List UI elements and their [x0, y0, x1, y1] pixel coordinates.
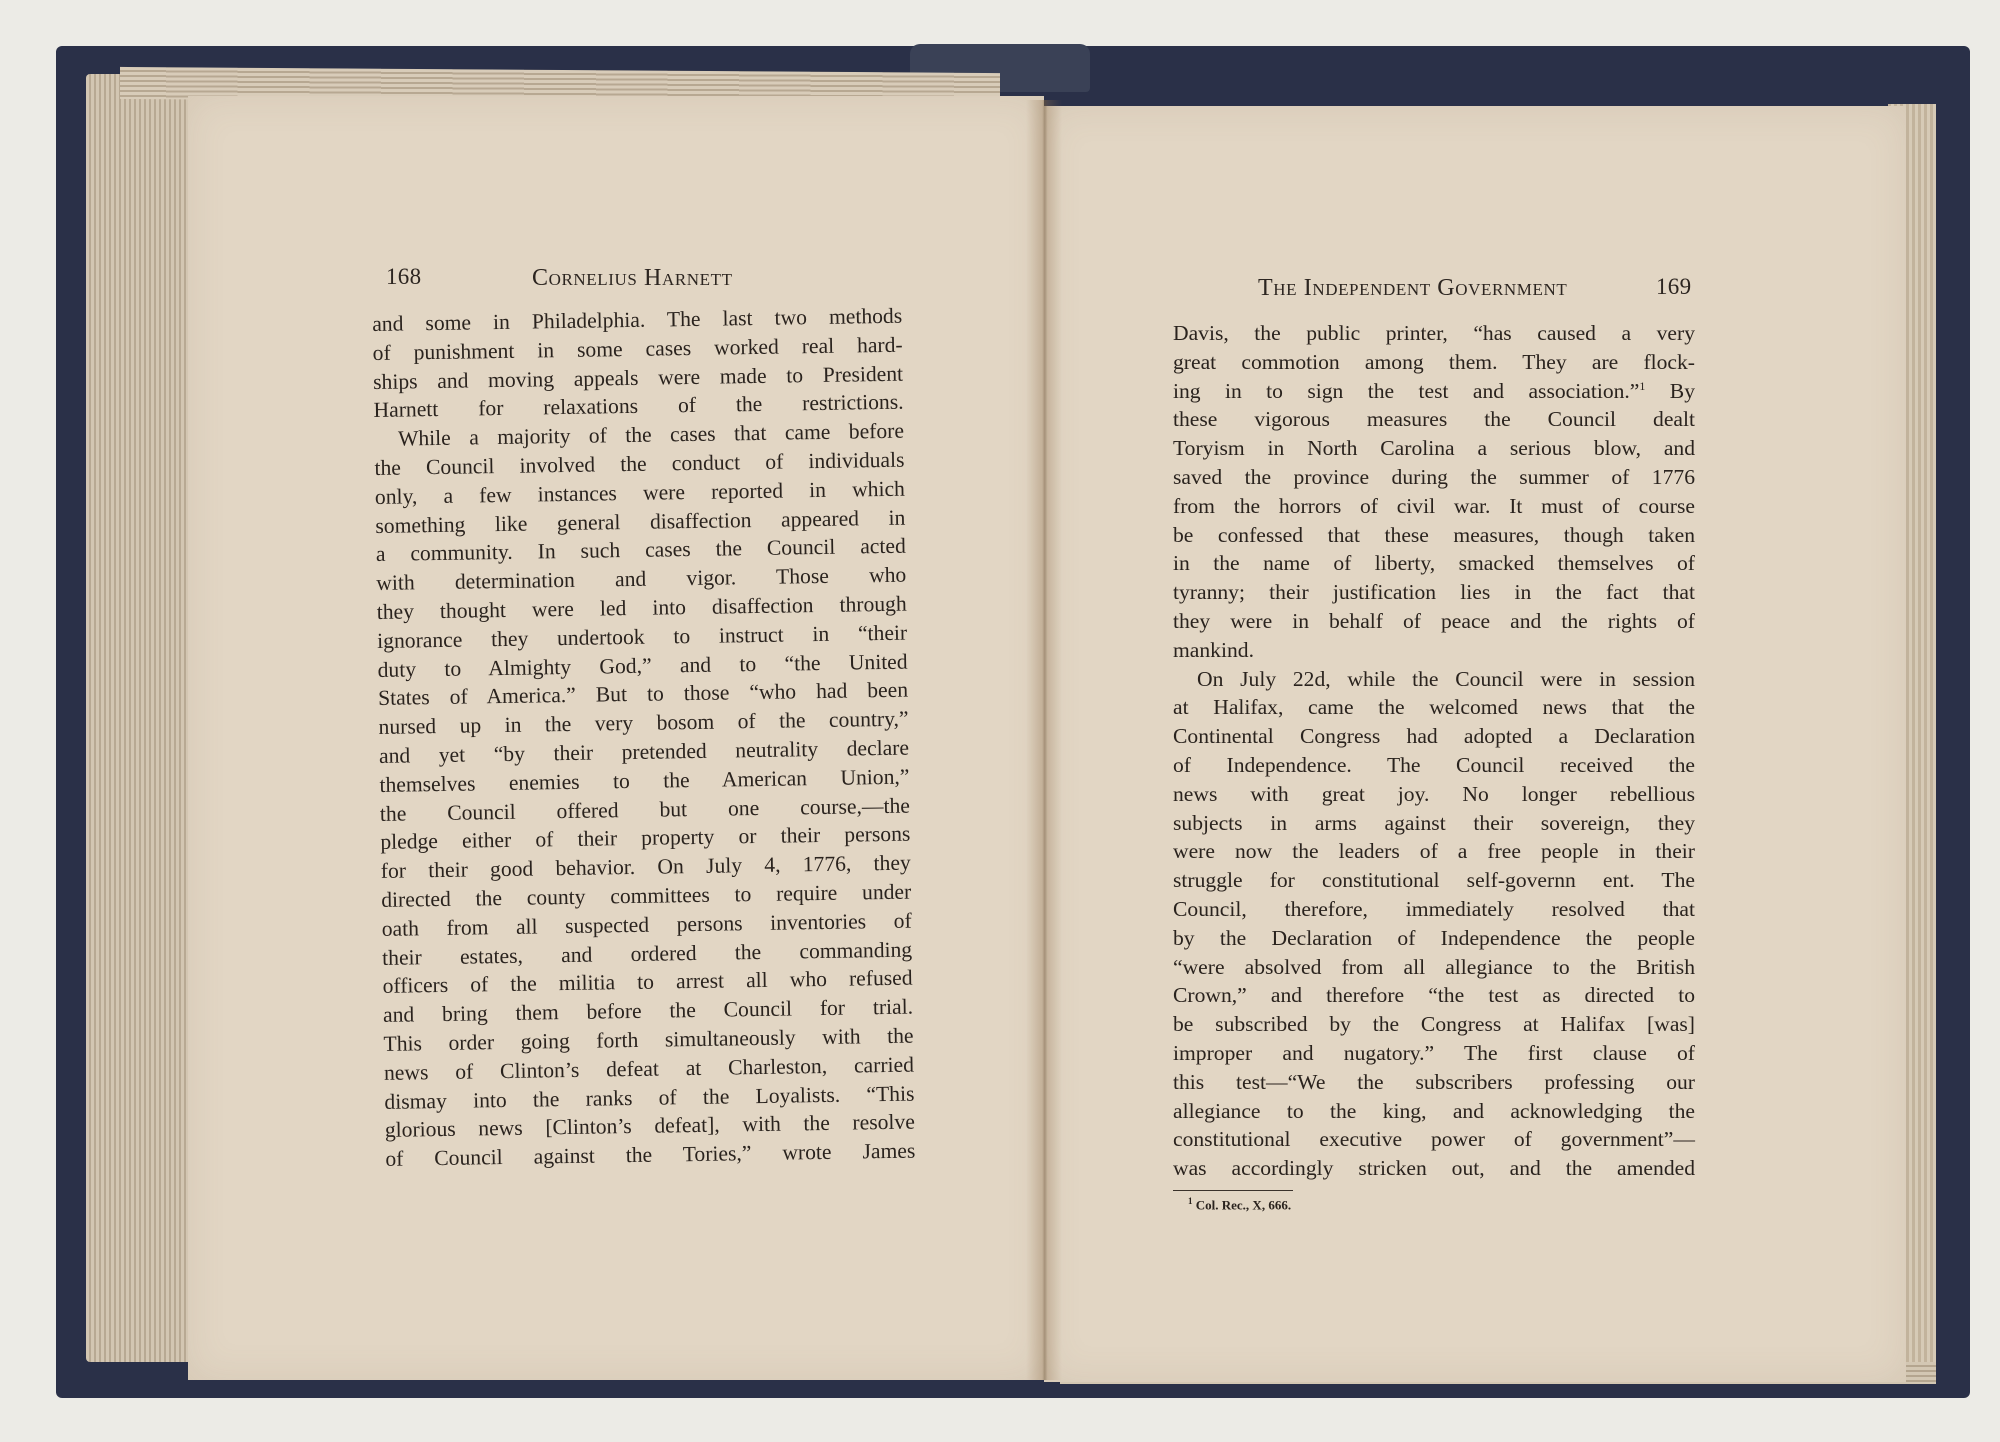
text-line: news with great joy. No longer rebellious	[1173, 781, 1695, 806]
text-line: subjects in arms against their sovereign, they	[1173, 810, 1695, 835]
text-line-part: ing in to sign the test and association.”	[1173, 378, 1640, 403]
text-line: Davis, the public printer, “has caused a very	[1173, 321, 1695, 345]
left-page-body	[372, 302, 916, 1174]
text-line: for their good behavior. On July 4, 1776, they	[380, 850, 911, 884]
text-line: and some in Philadelphia. The last two methods	[372, 303, 903, 336]
text-line: of Council against the Tories,” wrote James	[385, 1138, 916, 1172]
text-line: This order going forth simultaneously with the	[383, 1023, 914, 1056]
left-running-head: Cornelius Harnett	[532, 265, 733, 291]
text-line: On July 22d, while the Council were in session	[1197, 666, 1695, 691]
text-line: from the horrors of civil war. It must of course	[1173, 493, 1695, 518]
text-line: “were absolved from all allegiance to the British	[1173, 954, 1695, 979]
text-line: was accordingly stricken out, and the amended	[1173, 1156, 1695, 1181]
text-line: States of America.” But to those “who had been	[377, 677, 909, 711]
text-line: themselves enemies to the American Union,”	[379, 764, 910, 797]
text-line: great commotion among them. They are flock-	[1173, 349, 1695, 374]
text-line: constitutional executive power of government”—	[1173, 1127, 1695, 1152]
text-line-part: By	[1669, 378, 1695, 403]
book-gutter	[1026, 100, 1062, 1380]
text-line: be confessed that these measures, though taken	[1173, 522, 1695, 547]
text-line: of punishment in some cases worked real hard-	[372, 332, 903, 365]
text-line: these vigorous measures the Council dealt	[1173, 407, 1695, 432]
text-line: and yet “by their pretended neutrality declare	[378, 735, 910, 768]
text-line: ships and moving appeals were made to President	[372, 361, 904, 394]
text-line: improper and nugatory.” The first clause of	[1173, 1040, 1695, 1065]
text-line: their estates, and ordered the commanding	[381, 937, 913, 970]
text-line: were now the leaders of a free people in their	[1173, 839, 1695, 864]
text-line: ignorance they undertook to instruct in “their	[377, 620, 908, 653]
text-line: saved the province during the summer of 1776	[1173, 464, 1695, 489]
left-page-number: 168	[386, 264, 422, 289]
text-line-with-reference	[1173, 377, 1695, 406]
text-line: struggle for constitutional self-governn ent. The	[1173, 868, 1695, 893]
text-line: glorious news [Clinton’s defeat], with the resolve	[384, 1109, 916, 1143]
text-line: in the name of liberty, smacked themselves of	[1173, 551, 1695, 576]
text-line: Crown,” and therefore “the test as directed to	[1173, 983, 1695, 1008]
right-page-number: 169	[1656, 274, 1692, 299]
text-line: and bring them before the Council for trial.	[382, 994, 914, 1028]
text-line: with determination and vigor. Those who	[376, 562, 907, 596]
right-page-body	[1173, 319, 1695, 1183]
page-edges-left	[86, 74, 196, 1362]
footnote	[1188, 1196, 1291, 1213]
text-line: be subscribed by the Congress at Halifax [was]	[1173, 1012, 1695, 1037]
text-line: by the Declaration of Independence the people	[1173, 925, 1695, 950]
text-line: the Council offered but one course,—the	[379, 793, 911, 826]
text-line: Toryism in North Carolina a serious blow, and	[1173, 436, 1695, 461]
text-line: Continental Congress had adopted a Declaration	[1173, 724, 1695, 749]
text-line: nursed up in the very bosom of the country,”	[378, 706, 909, 740]
text-line: directed the county committees to require under	[381, 879, 912, 912]
left-page-header	[386, 264, 421, 290]
right-running-head: The Independent Government	[1258, 275, 1568, 301]
text-line: only, a few instances were reported in which	[374, 476, 906, 509]
right-running-head-wrap	[1258, 275, 1567, 302]
footnote-reference[interactable]: 1	[1639, 378, 1646, 393]
text-line: this test—“We the subscribers professing our	[1173, 1069, 1695, 1094]
text-line: the Council involved the conduct of individuals	[374, 447, 905, 480]
text-line: officers of the militia to arrest all who refused	[382, 965, 913, 999]
text-line: Harnett for relaxations of the restrictions.	[373, 390, 904, 423]
text-line: Council, therefore, immediately resolved that	[1173, 896, 1695, 921]
left-running-head-wrap	[532, 265, 733, 292]
right-page-header	[1656, 274, 1691, 300]
text-line: dismay into the ranks of the Loyalists. “This	[384, 1081, 915, 1114]
text-line: they were in behalf of peace and the rights of	[1173, 608, 1695, 633]
text-line: tyranny; their justification lies in the fact that	[1173, 580, 1695, 605]
text-line: of Independence. The Council received the	[1173, 752, 1695, 777]
text-line: they thought were led into disaffection through	[376, 591, 907, 624]
footnote-text: Col. Rec., X, 666.	[1195, 1197, 1292, 1213]
text-line: While a majority of the cases that came before	[397, 418, 905, 451]
footnote-rule	[1173, 1190, 1293, 1191]
text-line: something like general disaffection appeared in	[375, 505, 906, 538]
text-line: duty to Almighty God,” and to “the United	[377, 649, 908, 682]
text-line: oath from all suspected persons inventories of	[381, 908, 912, 941]
text-line: mankind.	[1173, 637, 1254, 662]
footnote-mark: 1	[1188, 1196, 1193, 1206]
right-page-lines	[1173, 405, 1695, 1183]
text-line: allegiance to the king, and acknowledging the	[1173, 1098, 1695, 1123]
text-line: a community. In such cases the Council acted	[375, 534, 906, 567]
text-line: at Halifax, came the welcomed news that the	[1173, 695, 1695, 720]
text-line: news of Clinton’s defeat at Charleston, carried	[383, 1052, 915, 1085]
text-line: pledge either of their property or their persons	[380, 821, 911, 855]
